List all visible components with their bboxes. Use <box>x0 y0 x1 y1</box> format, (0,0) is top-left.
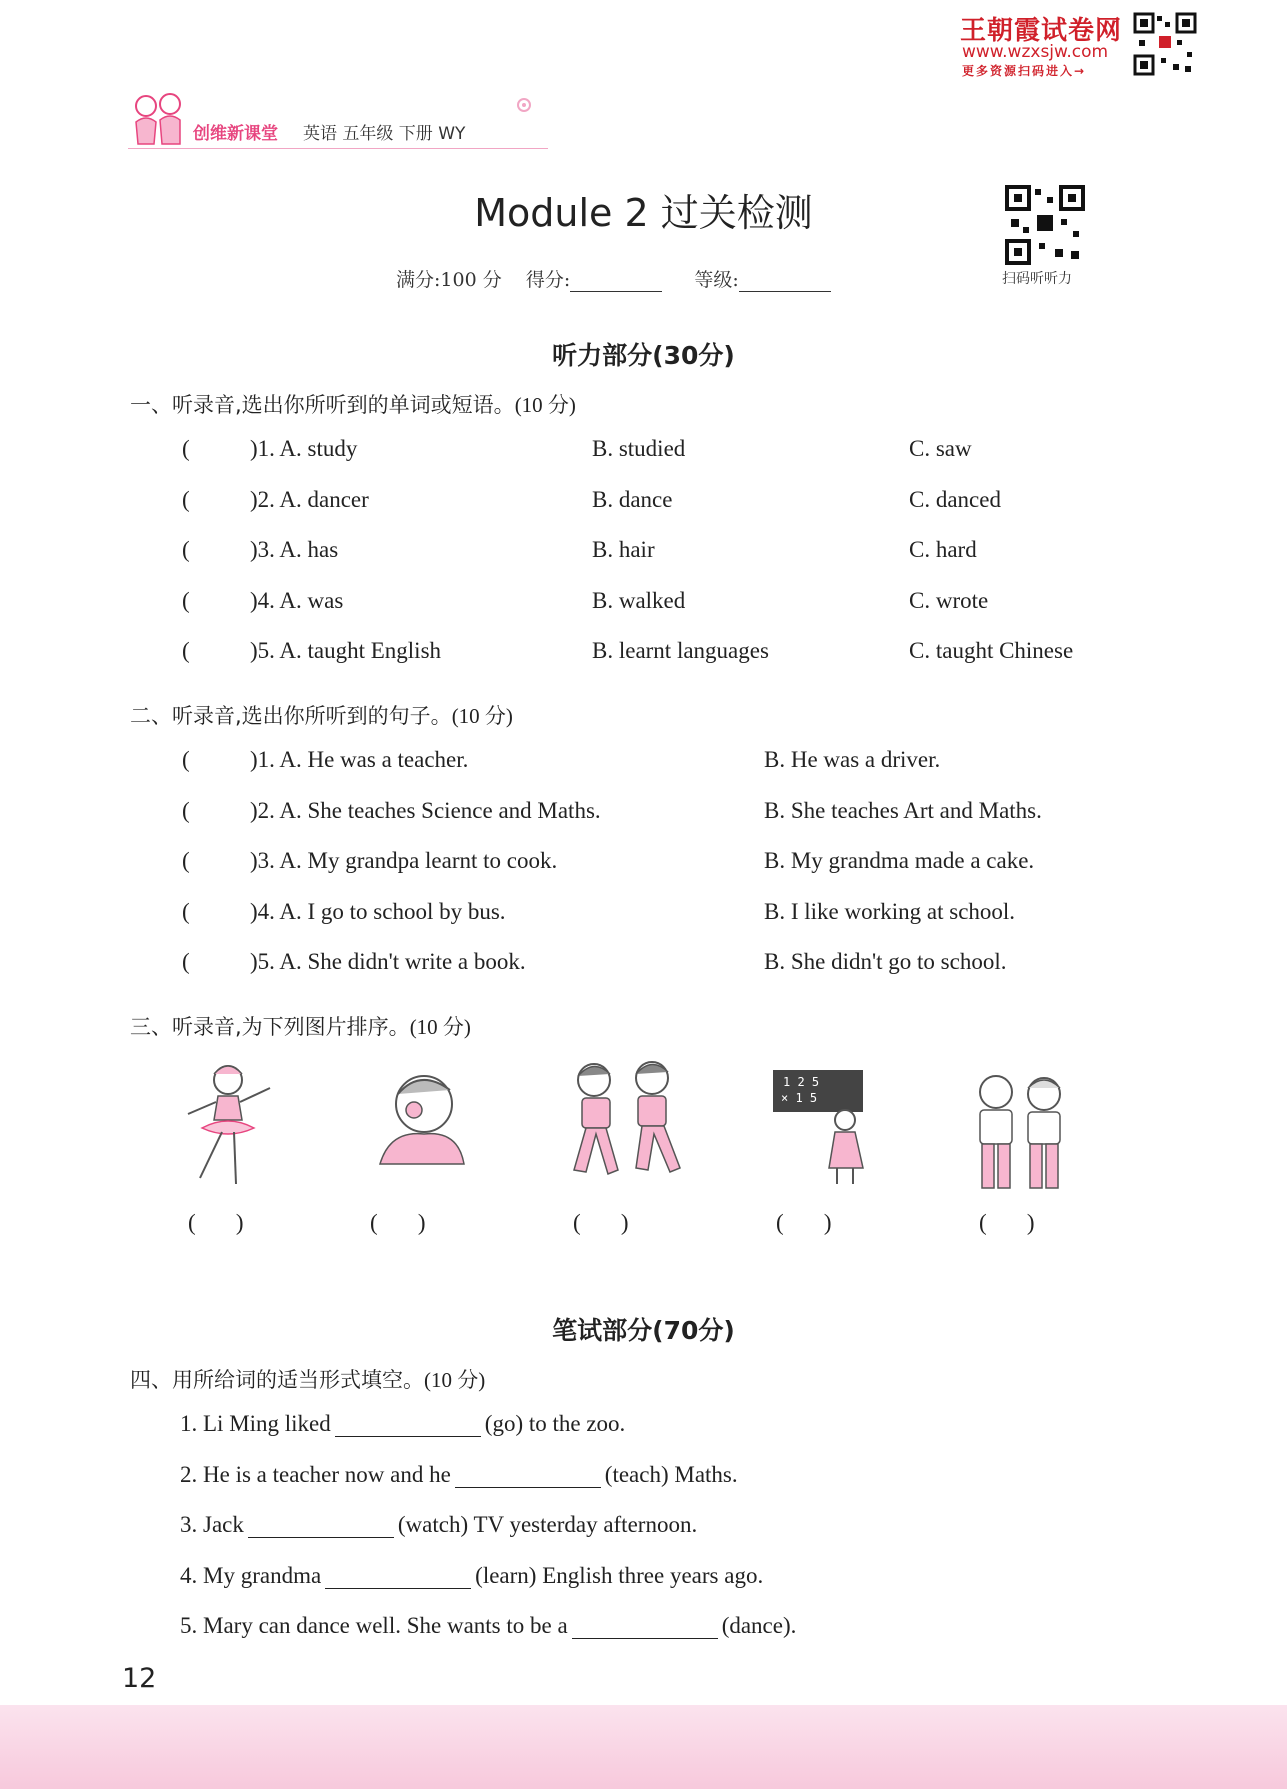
q4-answer-blank[interactable] <box>335 1414 481 1437</box>
q4-instruction: 四、用所给词的适当形式填空。 <box>130 1368 424 1392</box>
full-score: 满分:100 分 <box>396 269 502 291</box>
picture-answer-3[interactable]: ( ) <box>573 1210 629 1235</box>
q2-option-a: )1. A. He was a teacher. <box>250 747 469 772</box>
watermark-title: 王朝霞试卷网 <box>960 16 1123 46</box>
q2-option-a: )2. A. She teaches Science and Maths. <box>250 798 601 823</box>
q1-option-c: C. hard <box>909 537 977 562</box>
listening-section-heading: 听力部分(30分) <box>552 341 735 370</box>
picture-answer-5[interactable]: ( ) <box>979 1210 1035 1235</box>
q2-instruction: 二、听录音,选出你所听到的句子。 <box>130 704 452 728</box>
q2-option-b: B. She didn't go to school. <box>764 949 1007 974</box>
q4-item-hint: (teach) Maths. <box>604 1462 738 1487</box>
listening-qr-code-icon[interactable] <box>1005 185 1085 265</box>
q1-heading <box>130 389 576 419</box>
q1-option-b: B. dance <box>592 487 673 512</box>
grade-blank[interactable] <box>739 273 831 292</box>
subject-info: 英语 五年级 下册 WY <box>303 124 466 144</box>
q4-item-hint: (learn) English three years ago. <box>475 1563 764 1588</box>
q4-item-text: 5. Mary can dance well. She wants to be a <box>180 1613 568 1638</box>
q4-item <box>180 1563 763 1589</box>
q4-item-hint: (go) to the zoo. <box>484 1411 626 1436</box>
q2-answer-bracket[interactable]: ( <box>182 798 190 823</box>
q4-item-text: 2. He is a teacher now and he <box>180 1462 451 1487</box>
page-title: Module 2 过关检测 <box>474 191 813 235</box>
q4-item <box>180 1613 796 1639</box>
q4-item-text: 1. Li Ming liked <box>180 1411 331 1436</box>
q4-item <box>180 1411 625 1437</box>
q1-option-a: )3. A. has <box>250 537 339 562</box>
q1-option-c: C. danced <box>909 487 1001 512</box>
q4-item-text: 4. My grandma <box>180 1563 322 1588</box>
boy-eating-picture <box>370 1064 470 1174</box>
q1-answer-bracket[interactable]: ( <box>182 436 190 461</box>
q1-points: (10 分) <box>514 393 576 417</box>
q4-item-hint: (dance). <box>721 1613 797 1638</box>
q1-answer-bracket[interactable]: ( <box>182 487 190 512</box>
q4-answer-blank[interactable] <box>325 1566 471 1589</box>
q1-option-a: )1. A. study <box>250 436 358 461</box>
picture-answer-4[interactable]: ( ) <box>776 1210 832 1235</box>
q4-heading <box>130 1364 485 1394</box>
q1-option-a: )2. A. dancer <box>250 487 369 512</box>
footer-band <box>0 1705 1287 1789</box>
brand-name: 创维新课堂 <box>193 124 278 144</box>
q4-points: (10 分) <box>424 1368 486 1392</box>
q2-answer-bracket[interactable]: ( <box>182 848 190 873</box>
q1-instruction: 一、听录音,选出你所听到的单词或短语。 <box>130 393 515 417</box>
teacher-at-board-picture <box>773 1068 867 1186</box>
grandparents-picture <box>966 1070 1074 1198</box>
q1-option-b: B. walked <box>592 588 686 613</box>
picture-answer-2[interactable]: ( ) <box>370 1210 426 1235</box>
q1-option-c: C. saw <box>909 436 972 461</box>
q2-answer-bracket[interactable]: ( <box>182 899 190 924</box>
q1-option-a: )5. A. taught English <box>250 638 442 663</box>
score-label: 得分: <box>525 269 571 291</box>
q4-answer-blank[interactable] <box>248 1515 394 1538</box>
q2-points: (10 分) <box>451 704 513 728</box>
page-number: 12 <box>122 1663 157 1694</box>
qr-label: 扫码听听力 <box>1002 271 1072 287</box>
kids-logo-icon <box>128 90 194 150</box>
q4-item-hint: (watch) TV yesterday afternoon. <box>397 1512 698 1537</box>
q3-points: (10 分) <box>409 1015 471 1039</box>
q1-option-c: C. taught Chinese <box>909 638 1074 663</box>
grade-label: 等级: <box>694 269 739 291</box>
q1-answer-bracket[interactable]: ( <box>182 537 190 562</box>
picture-answer-1[interactable]: ( ) <box>188 1210 244 1235</box>
q1-option-a: )4. A. was <box>250 588 344 613</box>
watermark-note: 更多资源扫码进入→ <box>962 64 1087 78</box>
q1-option-c: C. wrote <box>909 588 989 613</box>
header-divider <box>128 148 548 149</box>
q1-answer-bracket[interactable]: ( <box>182 638 190 663</box>
q3-instruction: 三、听录音,为下列图片排序。 <box>130 1015 410 1039</box>
q2-answer-bracket[interactable]: ( <box>182 949 190 974</box>
q2-option-b: B. I like working at school. <box>764 899 1016 924</box>
q3-heading <box>130 1011 471 1041</box>
watermark-qr-code-icon[interactable] <box>1133 12 1197 76</box>
board-line-1: 1 2 5 <box>783 1075 820 1089</box>
q4-answer-blank[interactable] <box>572 1616 718 1639</box>
q4-answer-blank[interactable] <box>455 1465 601 1488</box>
two-kids-walking-picture <box>560 1058 690 1183</box>
q1-option-b: B. studied <box>592 436 686 461</box>
q2-option-a: )5. A. She didn't write a book. <box>250 949 526 974</box>
q1-answer-bracket[interactable]: ( <box>182 588 190 613</box>
q1-option-b: B. learnt languages <box>592 638 769 663</box>
score-blank[interactable] <box>570 273 662 292</box>
q2-option-a: )4. A. I go to school by bus. <box>250 899 506 924</box>
q2-heading <box>130 700 513 730</box>
q1-option-b: B. hair <box>592 537 655 562</box>
flower-decoration-icon <box>514 94 534 116</box>
q2-option-b: B. She teaches Art and Maths. <box>764 798 1042 823</box>
q2-answer-bracket[interactable]: ( <box>182 747 190 772</box>
dancing-girl-picture <box>180 1058 280 1193</box>
q4-item <box>180 1512 697 1538</box>
q2-option-b: B. My grandma made a cake. <box>764 848 1035 873</box>
q4-item-text: 3. Jack <box>180 1512 244 1537</box>
writing-section-heading: 笔试部分(70分) <box>552 1316 735 1345</box>
board-line-2: × 1 5 <box>781 1091 818 1105</box>
q2-option-b: B. He was a driver. <box>764 747 941 772</box>
watermark-url[interactable]: www.wzxsjw.com <box>962 42 1109 62</box>
q4-item <box>180 1462 738 1488</box>
score-line <box>396 265 857 292</box>
q2-option-a: )3. A. My grandpa learnt to cook. <box>250 848 558 873</box>
